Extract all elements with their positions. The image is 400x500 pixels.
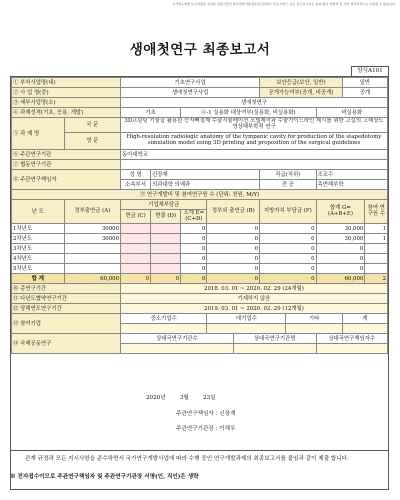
intl-label: ⑭ 국제공동연구: [12, 334, 121, 354]
subprogram-label: ③ 세부사업명(소): [12, 98, 121, 108]
page-title: 생애첫연구 최종보고서: [129, 42, 271, 58]
nature-type: 비실용화: [316, 108, 388, 118]
signature-note: ※ 전자접수이므로 주관연구책임자 및 주관연구기관장 서명(인, 직인)은 생략: [10, 474, 199, 480]
total-period-label: ⑩ 총연구기간: [12, 284, 121, 294]
project-title-kor: 3D프린팅 기술을 활용한 등자뼈절제 수술시뮬레이션 모델제작과 수술가이드라인 제시를 위한 고실의 고해상도 영상해부학적 연구: [121, 118, 388, 133]
companies-total-label: 계: [342, 314, 387, 324]
declaration-text: 관계 규정과 모든 지시사항을 준수하면서 국가연구개발사업에 따라 수행 중인 연구개발과제의 최종보고서를 붙임과 같이 제출 합니다.: [25, 456, 349, 462]
budget-year-header: 년 도: [12, 200, 65, 224]
project-title-label: ⑤ 과 제 명: [12, 118, 65, 150]
coop-institution-label: ⑦ 협동연구기관: [12, 160, 121, 170]
multi-year-label: ⑪ 다년도협약연구기간: [12, 294, 121, 304]
pi-position-label: 직급(직위): [260, 170, 316, 180]
disclosure-label: 공개가능여부(공개, 비공개): [260, 88, 343, 98]
budget-row: 4차년도 0 0 0 0: [12, 254, 388, 264]
intl-country-label: 상대국연구기관수: [121, 334, 234, 344]
budget-gov-header: 정부출연금 (A): [64, 200, 120, 224]
multi-year-value: 기재하지 않음: [121, 294, 388, 304]
form-number: 양식A101: [351, 66, 389, 77]
host-institution-label: ⑥ 주관연구기관: [12, 150, 121, 160]
companies-other-label: 기타: [286, 314, 342, 324]
pi-position: 조교수: [316, 170, 388, 180]
budget-row: 5차년도 0 0 0 0: [12, 264, 388, 274]
program-value: 생애첫연구사업: [121, 88, 260, 98]
year-period-label: ⑫ 당해연도연구기간: [12, 304, 121, 314]
budget-corp-header: 기업체부담금: [121, 200, 207, 210]
header-note: 국가연구개발 보고서원문 성과물 전담기관인 한국과학기술정보연구원에서 가공.서비스 하는 연구보고서는 동의 없이 상업적 및 기타 영리목적으로 사용할 수 없습니다.: [172, 2, 396, 6]
budget-other-gov-header: 정부외 출연금 (B): [207, 200, 260, 224]
budget-section-label: ⑨ 연구개발비 및 참여연구원 수 (단위: 천원, M/Y): [12, 190, 388, 200]
nature-basic: 기초: [121, 108, 181, 118]
inst-head-signature: 주관연구기관장 : 이해우: [176, 426, 236, 432]
companies-label: ⑬ 참여기업: [12, 314, 121, 334]
pi-affiliation-label: 소속부서: [121, 180, 151, 190]
total-period-value: 2018. 03. 01 ~ 2020. 02. 29 (24개월): [121, 284, 388, 294]
pi-signature: 주관연구책임자 : 신장재: [176, 411, 236, 417]
report-date: 2020년 3월 23일: [146, 395, 216, 401]
budget-row: 1차년도 30000 0 0 0 30,000 1: [13, 225, 386, 232]
budget-row: 3차년도 0 0 0 0: [12, 244, 388, 254]
ministry-value: 기초연구사업: [121, 78, 260, 88]
ministry-label: ① 부처사업명(대): [12, 78, 121, 88]
disclosure-value: 공개: [342, 88, 387, 98]
companies-sme-label: 중소기업수: [121, 314, 207, 324]
pi-major: 측면해부학: [316, 180, 388, 190]
budget-cash-header: 현금 (C): [121, 210, 151, 224]
intl-institution-label: 상대국연구기관명: [233, 334, 316, 344]
security-label: 보안등급(보안, 일반): [260, 78, 343, 88]
pi-major-label: 전 공: [260, 180, 316, 190]
project-title-kor-label: 국 문: [64, 118, 120, 133]
year-period-value: 2019. 03. 01 ~ 2020. 02. 29 (12개월): [121, 304, 388, 314]
intl-researcher-label: 상대국연구책임자수: [316, 334, 388, 344]
budget-subtotal-header: 소계 E=(C+D): [181, 210, 207, 224]
program-label: ② 사 업 명(중): [12, 88, 121, 98]
budget-sum-row: 합 계 60,000 0 0 0 0 0 60,000 2: [12, 274, 388, 284]
nature-detail: ④-1 실용화 대상여부(실용화, 비실용화): [181, 108, 316, 118]
host-institution-value: 동아대학교: [121, 150, 388, 160]
project-title-eng: High-resolution radiologic anatomy of the tympanic cavity for production of the stapedotomy simulation model using 3D printing and proposition of the surgical guidelines: [121, 133, 388, 150]
budget-staff-header: 참여 연구원 수: [365, 200, 388, 224]
project-title-eng-label: 영 문: [64, 133, 120, 150]
security-value: 일반: [342, 78, 387, 88]
budget-local-header: 지방자치 부담금 (F): [260, 200, 316, 224]
budget-inkind-header: 현물 (D): [151, 210, 181, 224]
companies-large-label: 대기업수: [207, 314, 286, 324]
pi-label: ⑧ 주관연구책임자: [12, 170, 121, 190]
budget-row: 2차년도 30000 0 0 0 30,000 1: [13, 235, 386, 242]
subprogram-value: 생애첫연구: [121, 98, 388, 108]
pi-name-label: 성 명: [121, 170, 151, 180]
budget-total-header: 합계 G=(A+B+E): [316, 200, 365, 224]
pi-affiliation: 의과대학 의예과: [151, 180, 260, 190]
pi-name: 신장재: [151, 170, 260, 180]
nature-label: ④ 과제성격(기초, 응용, 개발): [12, 108, 121, 118]
